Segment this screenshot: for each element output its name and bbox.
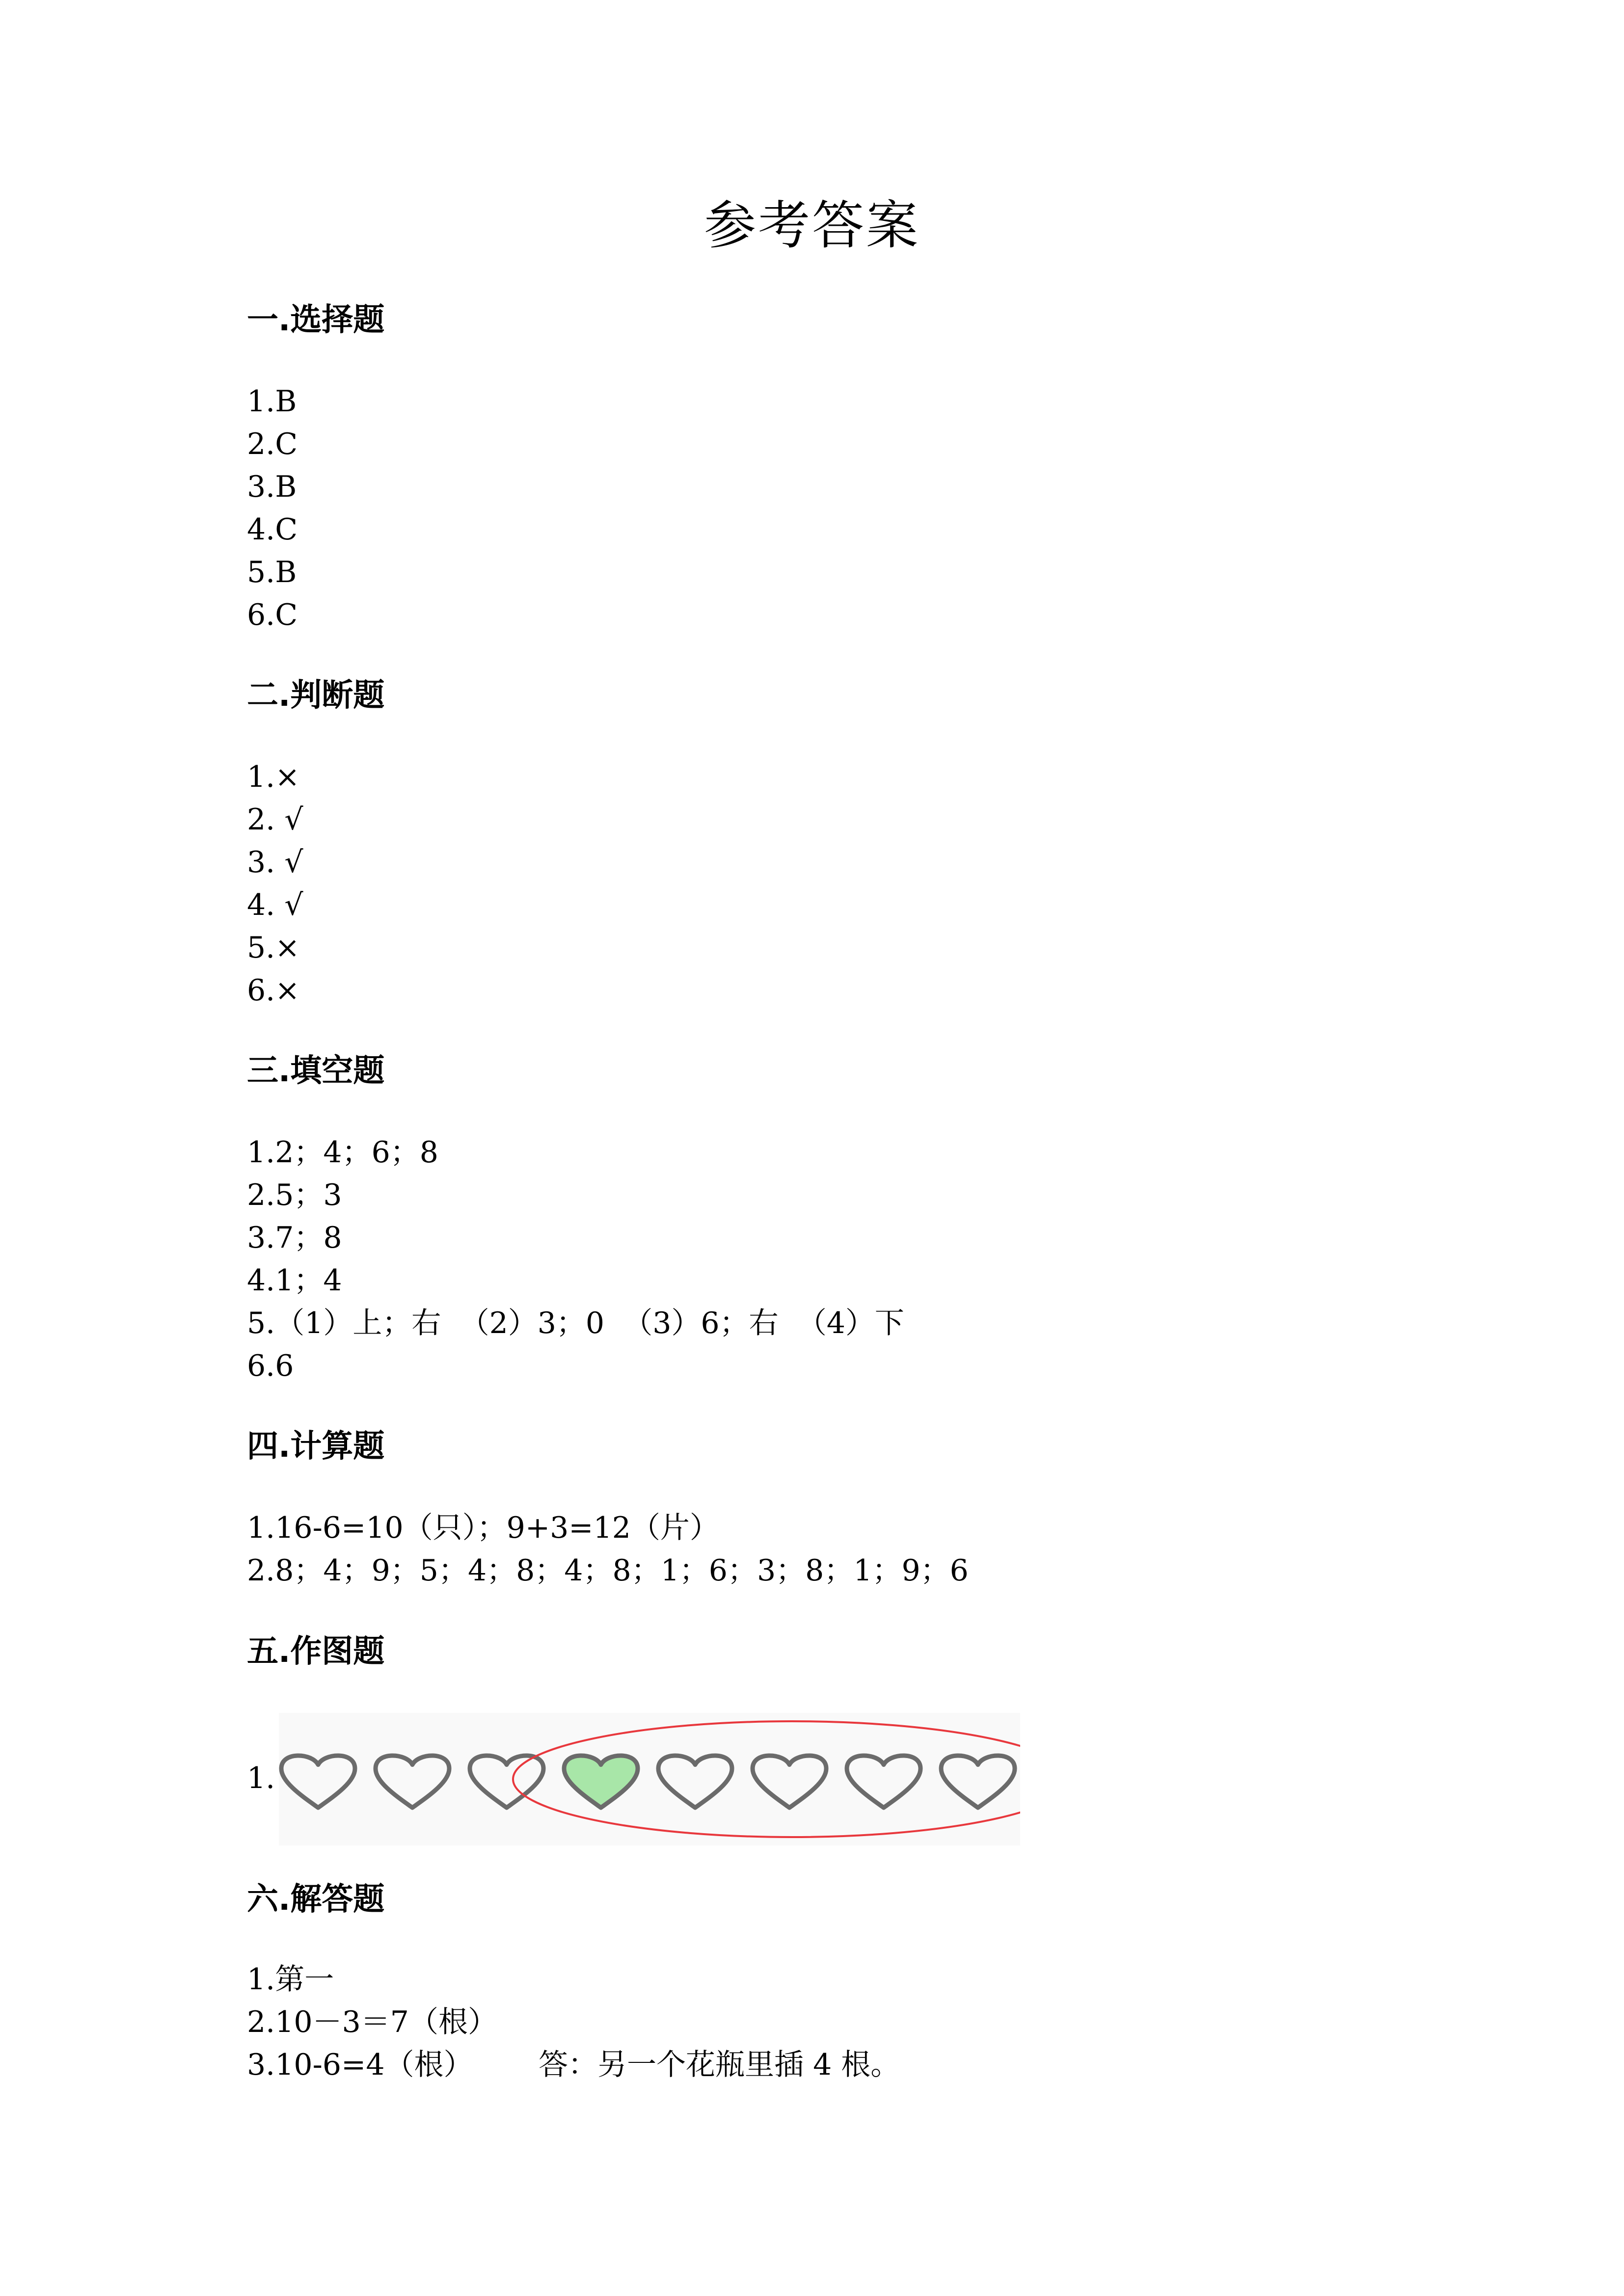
answer-item: 3.B bbox=[247, 470, 297, 504]
answer-item: 5.（1）上；右 （2）3；0 （3）6；右 （4）下 bbox=[247, 1306, 904, 1340]
answer-item: 6.× bbox=[247, 973, 300, 1008]
answer-item: 5.B bbox=[247, 555, 297, 589]
answer-item: 4. √ bbox=[247, 888, 303, 922]
judgement-answer-list bbox=[247, 756, 303, 1012]
answer-item: 5.× bbox=[247, 931, 300, 965]
answer-item: 2.C bbox=[247, 427, 298, 461]
section-heading-choice: 一.选择题 bbox=[247, 302, 385, 338]
choice-answer-list bbox=[247, 380, 298, 637]
section-heading-fill-blank: 三.填空题 bbox=[247, 1053, 385, 1089]
word-problem-answer-list bbox=[247, 1958, 900, 2086]
section-heading-calculation: 四.计算题 bbox=[247, 1428, 385, 1465]
drawing-background bbox=[279, 1713, 1020, 1845]
drawing-answer-number: 1. bbox=[247, 1761, 275, 1795]
answer-item: 1.2；4；6；8 bbox=[247, 1135, 438, 1170]
answer-item: 2.10－3＝7（根） bbox=[247, 2005, 497, 2039]
answer-item: 1.第一 bbox=[247, 1962, 334, 1997]
answer-item: 3. √ bbox=[247, 845, 303, 880]
page-title: 参考答案 bbox=[704, 195, 920, 256]
answer-item: 4.C bbox=[247, 512, 298, 547]
section-heading-judgement: 二.判断题 bbox=[247, 677, 385, 714]
section-heading-drawing: 五.作图题 bbox=[247, 1633, 385, 1670]
answer-item: 6.C bbox=[247, 598, 298, 632]
drawing-answer-row bbox=[247, 1713, 1032, 1845]
answer-item: 3.10-6=4（根） 答：另一个花瓶里插 4 根。 bbox=[247, 2048, 900, 2082]
answer-item: 4.1；4 bbox=[247, 1263, 342, 1298]
answer-item: 3.7；8 bbox=[247, 1221, 342, 1255]
answer-item: 2. √ bbox=[247, 802, 303, 837]
answer-item: 1.16-6=10（只）；9+3=12（片） bbox=[247, 1511, 719, 1545]
calculation-answer-list bbox=[247, 1507, 969, 1592]
answer-item: 2.5；3 bbox=[247, 1178, 342, 1212]
answer-item: 2.8；4；9；5；4；8；4；8；1；6；3；8；1；9；6 bbox=[247, 1553, 969, 1588]
hearts-drawing bbox=[279, 1713, 1020, 1845]
fill-blank-answer-list bbox=[247, 1131, 904, 1388]
answer-item: 6.6 bbox=[247, 1349, 294, 1383]
answer-item: 1.× bbox=[247, 760, 300, 794]
answer-item: 1.B bbox=[247, 384, 297, 419]
section-heading-word-problems: 六.解答题 bbox=[247, 1881, 385, 1918]
